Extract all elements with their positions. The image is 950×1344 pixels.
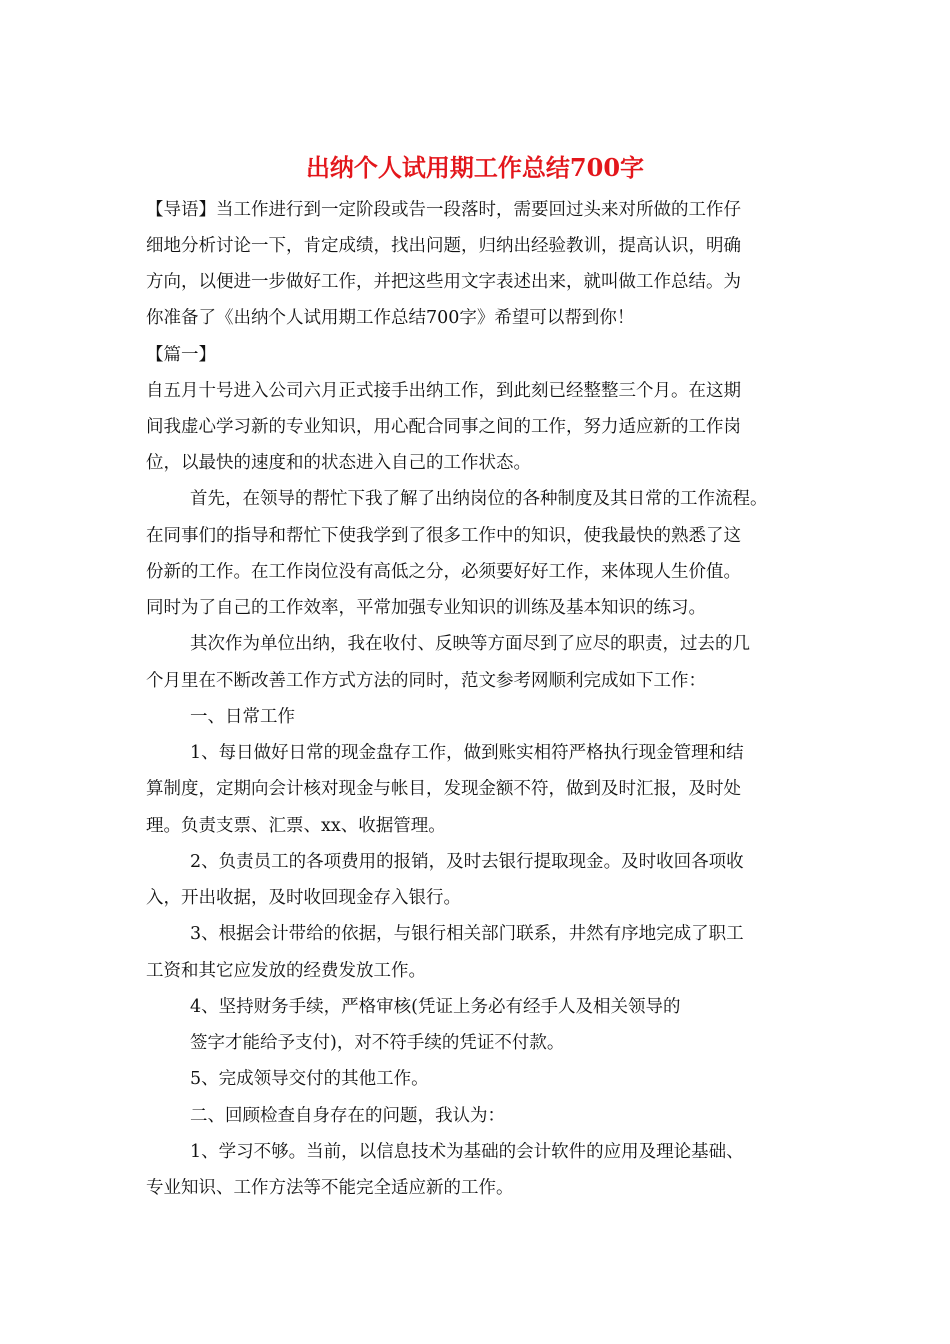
section-heading: 一、日常工作 bbox=[190, 707, 295, 727]
document-title: 出纳个人试用期工作总结700字 bbox=[305, 153, 645, 182]
paragraph-line: 1、每日做好日常的现金盘存工作，做到账实相符严格执行现金管理和结 bbox=[190, 743, 744, 763]
paragraph-line: 4、坚持财务手续，严格审核(凭证上务必有经手人及相关领导的 bbox=[190, 997, 681, 1017]
paragraph-line: 3、根据会计带给的依据，与银行相关部门联系，井然有序地完成了职工 bbox=[190, 924, 744, 944]
paragraph-line: 理。负责支票、汇票、xx、收据管理。 bbox=[146, 816, 446, 836]
paragraph-line: 同时为了自己的工作效率，平常加强专业知识的训练及基本知识的练习。 bbox=[146, 598, 706, 618]
paragraph-line: 【导语】当工作进行到一定阶段或告一段落时，需要回过头来对所做的工作仔 bbox=[146, 200, 741, 220]
paragraph-line: 2、负责员工的各项费用的报销，及时去银行提取现金。及时收回各项收 bbox=[190, 852, 744, 872]
paragraph-line: 签字才能给予支付)，对不符手续的凭证不付款。 bbox=[190, 1033, 565, 1053]
paragraph-line: 入，开出收据，及时收回现金存入银行。 bbox=[146, 888, 461, 908]
paragraph-line: 算制度，定期向会计核对现金与帐目，发现金额不符，做到及时汇报，及时处 bbox=[146, 779, 741, 799]
paragraph-line: 专业知识、工作方法等不能完全适应新的工作。 bbox=[146, 1178, 514, 1198]
paragraph-line: 在同事们的指导和帮忙下使我学到了很多工作中的知识，使我最快的熟悉了这 bbox=[146, 526, 741, 546]
paragraph-line: 其次作为单位出纳，我在收付、反映等方面尽到了应尽的职责，过去的几 bbox=[190, 634, 750, 654]
paragraph-line: 1、学习不够。当前，以信息技术为基础的会计软件的应用及理论基础、 bbox=[190, 1142, 744, 1162]
section-heading: 【篇一】 bbox=[146, 345, 216, 365]
paragraph-line: 方向，以便进一步做好工作，并把这些用文字表述出来，就叫做工作总结。为 bbox=[146, 272, 741, 292]
paragraph-line: 工资和其它应发放的经费发放工作。 bbox=[146, 961, 426, 981]
paragraph-line: 自五月十号进入公司六月正式接手出纳工作，到此刻已经整整三个月。在这期 bbox=[146, 381, 741, 401]
paragraph-line: 细地分析讨论一下，肯定成绩，找出问题，归纳出经验教训，提高认识，明确 bbox=[146, 236, 741, 256]
paragraph-line: 个月里在不断改善工作方式方法的同时，范文参考网顺利完成如下工作： bbox=[146, 671, 706, 691]
section-heading: 二、回顾检查自身存在的问题，我认为： bbox=[190, 1106, 505, 1126]
paragraph-line: 份新的工作。在工作岗位没有高低之分，必须要好好工作，来体现人生价值。 bbox=[146, 562, 741, 582]
paragraph-line: 间我虚心学习新的专业知识，用心配合同事之间的工作，努力适应新的工作岗 bbox=[146, 417, 741, 437]
paragraph-line: 你准备了《出纳个人试用期工作总结700字》希望可以帮到你！ bbox=[146, 308, 635, 328]
paragraph-line: 5、完成领导交付的其他工作。 bbox=[190, 1069, 429, 1089]
paragraph-line: 位，以最快的速度和的状态进入自己的工作状态。 bbox=[146, 453, 531, 473]
paragraph-line: 首先，在领导的帮忙下我了解了出纳岗位的各种制度及其日常的工作流程。 bbox=[190, 489, 768, 509]
